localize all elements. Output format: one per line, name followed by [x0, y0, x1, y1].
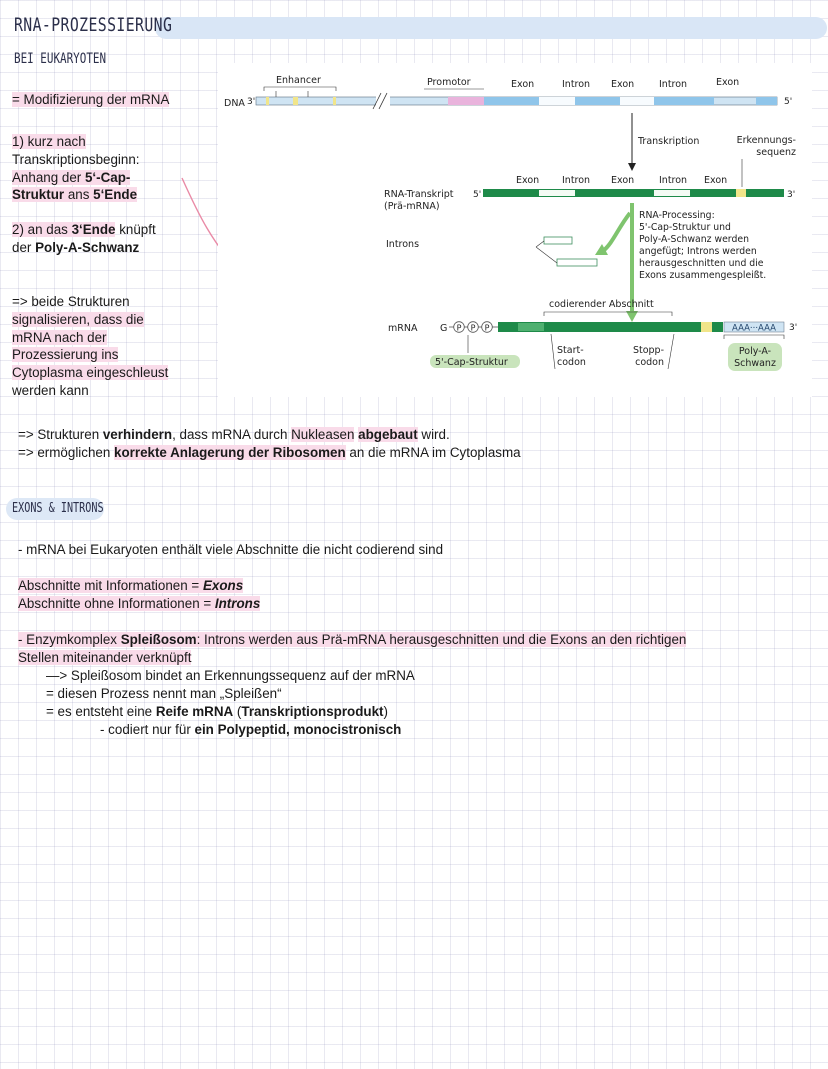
rna-3prime: 3': [787, 190, 796, 200]
rna-erkennungssequenz: [736, 189, 746, 197]
conclusion-block: => beide Strukturen signalisieren, dass die mRNA nach der Prozessierung ins Cytoplasma eingeschleust werden kann: [12, 294, 169, 398]
polya-label-1: Poly-A-: [738, 346, 772, 357]
rna-exon-label-1: Exon: [516, 175, 540, 186]
stopp-label-2: codon: [635, 357, 664, 368]
dna-enhancer-mark-2: [293, 97, 298, 105]
mrna-erkennungssequenz: [701, 322, 712, 332]
erkennungs-label-2: sequenz: [756, 147, 796, 158]
point-1: 1) kurz nach Transkriptionsbeginn: Anhang der 5‘-Cap- Struktur ans 5‘Ende: [12, 134, 140, 203]
promotor-label: Promotor: [427, 77, 471, 88]
dna-exon-label-3: Exon: [716, 77, 740, 88]
dna-label: DNA: [224, 98, 245, 109]
spleissosom-binds: —> Spleißosom bindet an Erkennungssequenz auf der mRNA: [46, 668, 415, 683]
dna-intron-1: [539, 97, 575, 105]
monocistronisch-line: - codiert nur für ein Polypeptid, monocistronisch: [100, 722, 402, 737]
codierender-bracket: [544, 312, 672, 316]
mrna-label: mRNA: [388, 323, 418, 334]
processing-text-4: angefügt; Introns werden: [639, 246, 757, 257]
start-pointer: [551, 334, 555, 369]
dna-enhancer-mark-1: [266, 97, 269, 105]
erkennungs-label-1: Erkennungs-: [736, 135, 796, 146]
rna-intron-label-2: Intron: [659, 175, 688, 186]
mrna-3prime: 3': [789, 323, 798, 333]
dna-intron-label-1: Intron: [562, 79, 591, 90]
stopp-label-1: Stopp-: [632, 345, 664, 356]
rna-intron-label-1: Intron: [562, 175, 591, 186]
rna-processing-figure: [218, 63, 812, 397]
point-2: 2) an das 3‘Ende knüpft der Poly-A-Schwanz: [12, 222, 156, 255]
processing-text-5: herausgeschnitten und die: [639, 258, 764, 269]
rna-exon-label-2: Exon: [611, 175, 635, 186]
cap-p-3: P: [484, 323, 490, 333]
processing-text-2: 5'-Cap-Struktur und: [639, 222, 731, 233]
introns-definition: Abschnitte ohne Informationen = Introns: [18, 596, 261, 611]
rna-intron-2: [654, 190, 690, 196]
cap-p-1: P: [456, 323, 462, 333]
removed-intron-2: [557, 259, 597, 266]
rna-intron-1: [539, 190, 575, 196]
spleissosom-line-1: - Enzymkomplex Spleißosom: Introns werden aus Prä-mRNA herausgeschnitten und die Exons an den richtigen: [18, 632, 687, 647]
section-heading: EXONS & INTRONS: [12, 501, 104, 516]
dna-promotor: [448, 97, 484, 105]
dna-5prime: 5': [784, 97, 793, 107]
polya-sequence: AAA···AAA: [732, 323, 776, 334]
title-underlay: [155, 17, 827, 39]
stopp-pointer: [668, 334, 674, 369]
prae-mrna-label: (Prä-mRNA): [384, 201, 440, 212]
enhancer-label: Enhancer: [276, 75, 321, 86]
processing-text-6: Exons zusammengespleißt.: [639, 270, 767, 281]
start-label-2: codon: [557, 357, 586, 368]
dna-intron-2: [620, 97, 654, 105]
rna-5prime: 5': [473, 190, 482, 200]
cap-g: G: [440, 323, 448, 334]
transkription-label: Transkription: [638, 136, 700, 147]
reife-mrna-line: = es entsteht eine Reife mRNA (Transkriptionsprodukt): [46, 704, 388, 719]
dna-exon-3: [654, 97, 714, 105]
processing-arrow-main-head: [626, 311, 638, 322]
codierender-label: codierender Abschnitt: [549, 299, 654, 310]
processing-arrow-branch: [603, 213, 630, 251]
summary-line-1: => Strukturen verhindern, dass mRNA durch Nukleasen abgebaut wird.: [18, 427, 450, 442]
exons-definition: Abschnitte mit Informationen = Exons: [18, 578, 244, 593]
section-heading-bg: [6, 498, 104, 520]
rna-exon-label-3: Exon: [704, 175, 728, 186]
polya-label-2: Schwanz: [734, 358, 776, 369]
mrna-5utr: [518, 323, 544, 331]
processing-text-1: RNA-Processing:: [639, 210, 715, 221]
page-subtitle: BEI EUKARYOTEN: [14, 51, 107, 67]
dna-exon-label-2: Exon: [611, 79, 635, 90]
cap-p-2: P: [470, 323, 476, 333]
dna-end-exon: [756, 97, 777, 105]
spleissosom-line-2: Stellen miteinander verknüpft: [18, 650, 192, 665]
processing-text-3: Poly-A-Schwanz werden: [639, 234, 749, 245]
enhancer-bracket: [264, 87, 336, 91]
dna-exon-2: [575, 97, 620, 105]
start-label-1: Start-: [557, 345, 584, 356]
dna-3prime: 3': [247, 97, 256, 107]
removed-intron-1: [544, 237, 572, 244]
dna-enhancer-mark-3: [333, 97, 336, 105]
spleissen-term: = diesen Prozess nennt man „Spleißen“: [46, 686, 282, 701]
enhancer-ticks: [276, 91, 308, 97]
polya-bracket: [724, 335, 784, 339]
summary-line-2: => ermöglichen korrekte Anlagerung der Ribosomen an die mRNA im Cytoplasma: [18, 445, 521, 460]
page-title: RNA-PROZESSIERUNG: [14, 14, 173, 36]
dna-exon-label-1: Exon: [511, 79, 535, 90]
cap-label: 5'-Cap-Struktur: [435, 357, 508, 368]
rna-transkript-label: RNA-Transkript: [384, 189, 454, 200]
transcription-arrowhead: [628, 163, 636, 171]
dna-intron-label-2: Intron: [659, 79, 688, 90]
introns-label: Introns: [386, 239, 420, 250]
section2-line-1: - mRNA bei Eukaryoten enthält viele Abschnitte die nicht codierend sind: [18, 542, 444, 557]
dna-exon-1: [484, 97, 539, 105]
definition-line: = Modifizierung der mRNA: [12, 92, 170, 107]
